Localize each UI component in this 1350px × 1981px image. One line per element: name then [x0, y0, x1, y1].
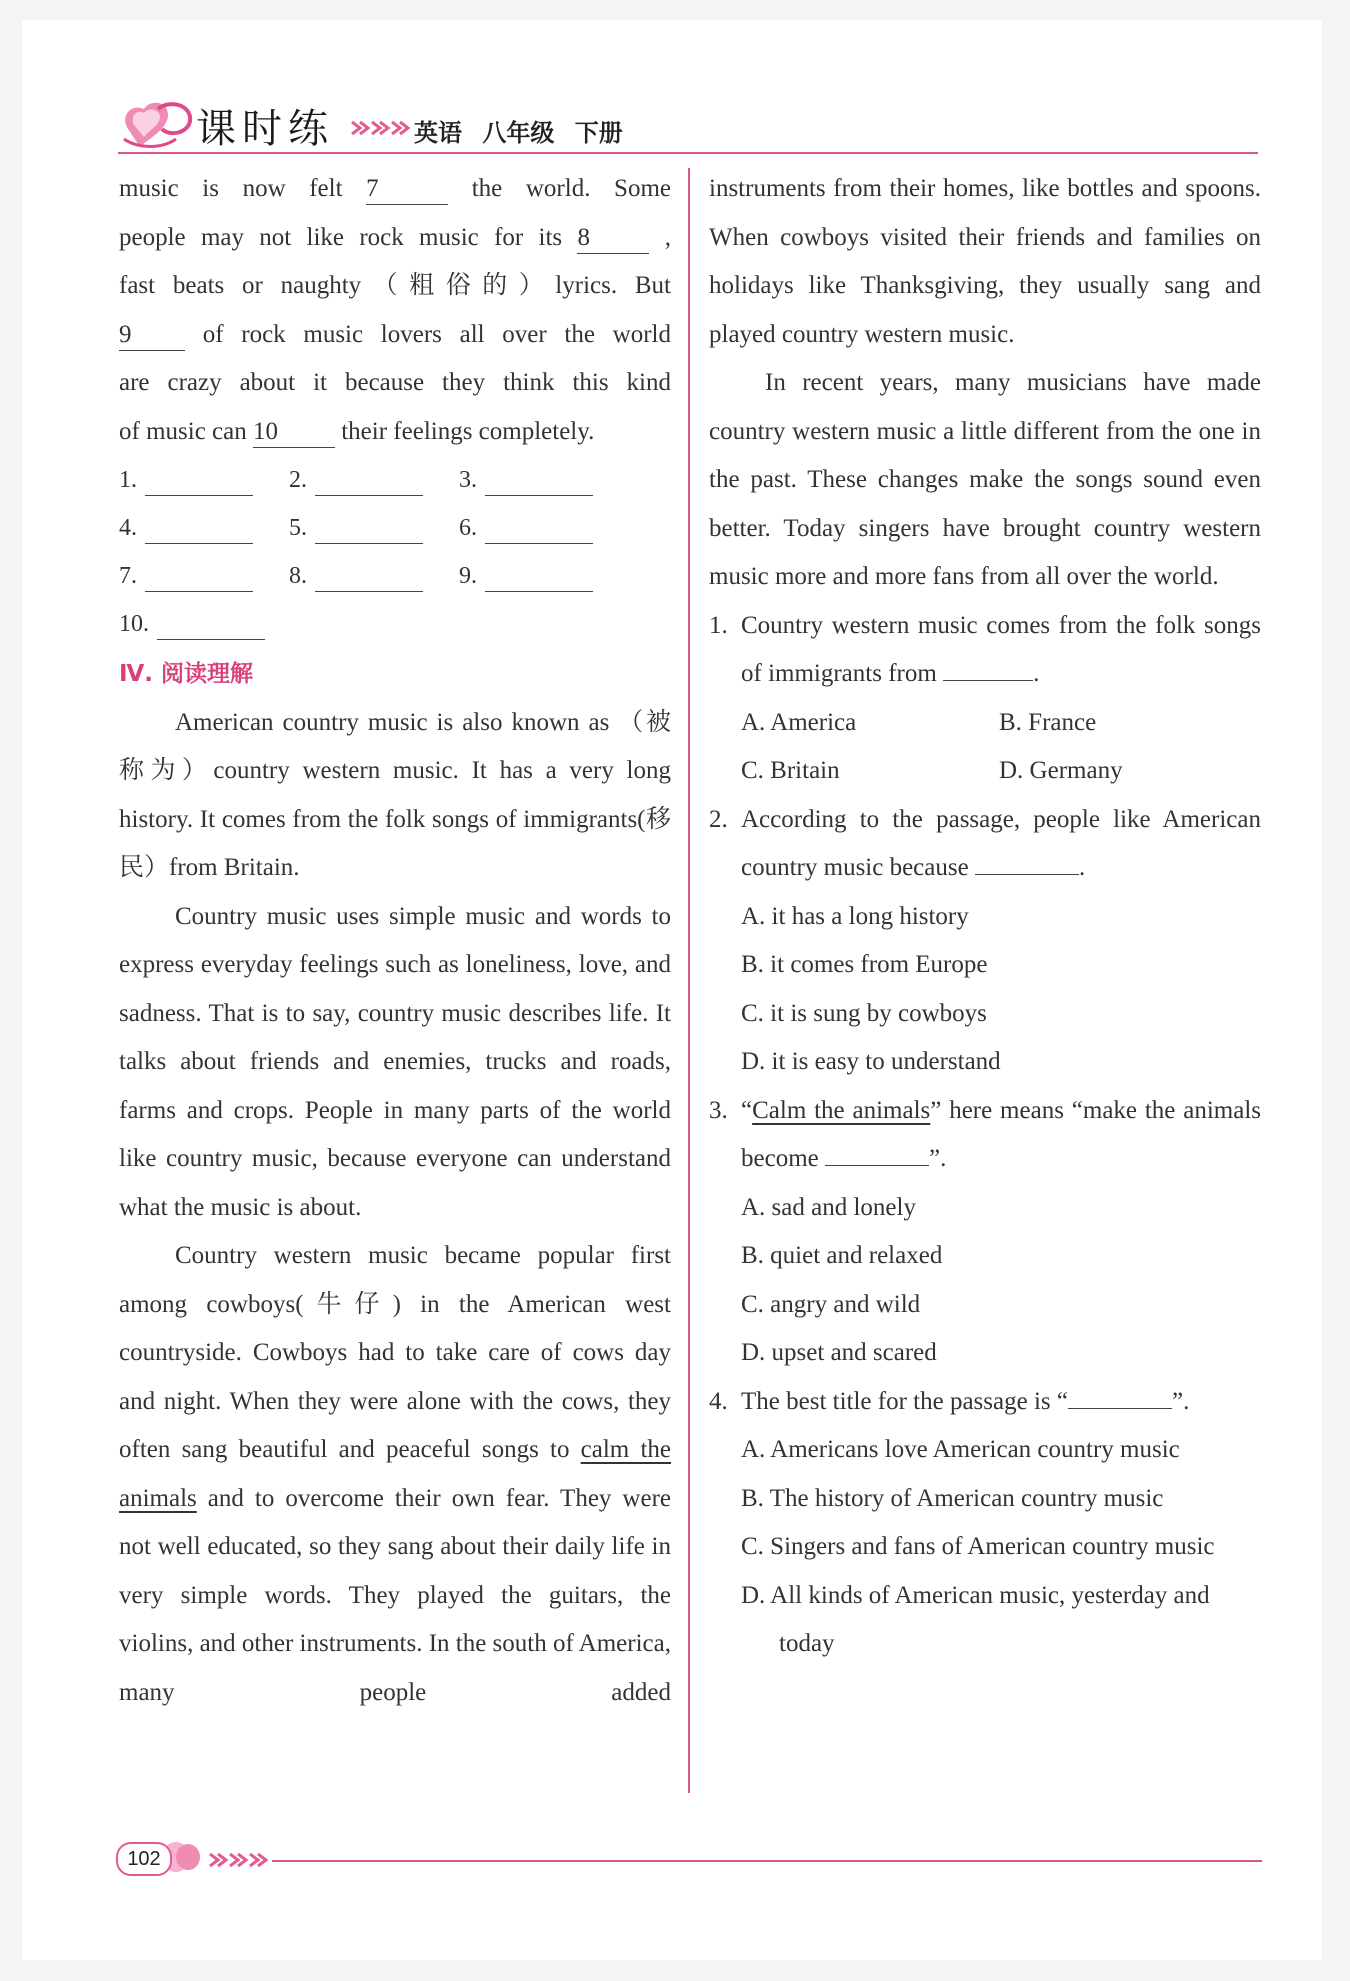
passage-paragraph: instruments from their homes, like bottles and spoons. When cowboys visited their friends and families on holidays like Thanksgiving, they usually sang and played country western music.	[709, 175, 1261, 348]
question-1-options-row	[709, 747, 1261, 796]
book-subtitle	[414, 113, 623, 148]
right-column	[709, 165, 1261, 1669]
option[interactable]: C. it is sung by cowboys	[741, 999, 987, 1027]
page-header	[118, 95, 1258, 155]
underlined-phrase: calm the animals	[119, 1436, 672, 1512]
option[interactable]: B. The history of American country music	[741, 1484, 1164, 1512]
option[interactable]: A. America	[741, 708, 857, 736]
option[interactable]: B. it comes from Europe	[741, 951, 988, 978]
footer-rule	[272, 1860, 1262, 1862]
passage-paragraph: Country western music became popular first among cowboys(牛仔) in the American west countryside. Cowboys had to take care of cows day and night. When they were alone with the cows, they often sang beautiful and peaceful songs to calm the animals and to overcome their own fear. They were not well educated, so they sang about their daily life in very simple words. They played the guitars, the violins, and other instruments. In the south of America, many people added	[119, 1242, 672, 1706]
answer-slot[interactable]: 1.	[119, 456, 253, 505]
volume-label: 下册	[574, 119, 623, 147]
question-2: 2. According to the passage, people like American country music because .	[709, 805, 1261, 881]
answer-slot[interactable]: 6.	[459, 504, 593, 553]
column-divider	[688, 168, 690, 1793]
option[interactable]: A. Americans love American country music	[741, 1436, 1180, 1463]
passage-paragraph: Country music uses simple music and words to express everyday feelings such as loneliness, love, and sadness. That is to say, country music describes life. It talks about friends and enemies, trucks and roads, farms and crops. People in many parts of the world like country music, because everyone can understand what the music is about.	[119, 902, 671, 1221]
answer-slot[interactable]: 8.	[289, 552, 423, 601]
option[interactable]: D. upset and scared	[741, 1339, 937, 1366]
question-1-options-row	[709, 699, 1261, 748]
cloze-line-1: music is now felt 7 the world. Some	[119, 165, 671, 214]
answer-grid	[119, 456, 671, 650]
question-3: 3. “Calm the animals” here means “make the animals become ”.	[709, 1096, 1261, 1172]
option[interactable]: D. All kinds of American music, yesterday and today	[741, 1581, 1210, 1657]
option[interactable]: B. quiet and relaxed	[741, 1242, 943, 1269]
option[interactable]: C. angry and wild	[741, 1290, 921, 1318]
blank-10: 10	[253, 417, 335, 448]
blank-9: 9	[119, 320, 185, 351]
cloze-line-4: 9 of rock music lovers all over the world	[119, 311, 671, 360]
question-4: 4. The best title for the passage is “ ”.	[709, 1387, 1190, 1415]
left-column	[119, 165, 671, 1717]
cloze-line-2: people may not like rock music for its 8 ,	[119, 214, 671, 263]
page-number: 102	[116, 1842, 172, 1876]
heart-logo-icon	[118, 95, 196, 153]
answer-slot[interactable]: 2.	[289, 456, 423, 505]
option[interactable]: A. sad and lonely	[741, 1193, 916, 1221]
grade-label: 八年级	[482, 119, 555, 147]
answer-slot[interactable]: 3.	[459, 456, 593, 505]
cloze-line-5: are crazy about it because they think this kind	[119, 369, 671, 396]
passage-paragraph: American country music is also known as （被称为）country western music. It has a very long history. It comes from the folk songs of immigrants(移民）from Britain.	[119, 708, 671, 881]
book-title: 课时练	[196, 106, 334, 152]
arrow-decor-icon	[350, 119, 410, 137]
option[interactable]: D. it is easy to understand	[741, 1048, 1001, 1075]
passage-paragraph: In recent years, many musicians have made country western music a little different from the one in the past. These changes make the songs sound even better. Today singers have brought country western music more and more fans from all over the world.	[709, 369, 1261, 590]
blank-7: 7	[366, 174, 448, 205]
answer-slot[interactable]: 9.	[459, 552, 593, 601]
option[interactable]: D. Germany	[999, 757, 1123, 784]
option[interactable]: C. Britain	[741, 757, 840, 784]
arrow-decor-icon	[208, 1850, 268, 1870]
cloze-line-6: of music can 10 their feelings completely.	[119, 408, 671, 457]
answer-slot[interactable]: 7.	[119, 552, 253, 601]
subject-label: 英语	[414, 119, 462, 147]
blank-8: 8	[577, 223, 649, 254]
answer-slot[interactable]: 5.	[289, 504, 423, 553]
page-footer	[112, 1838, 1262, 1878]
option[interactable]: C. Singers and fans of American country music	[741, 1533, 1215, 1560]
option[interactable]: B. France	[999, 708, 1097, 736]
cloze-line-3: fast beats or naughty（粗俗的）lyrics. But	[119, 272, 671, 299]
option[interactable]: A. it has a long history	[741, 902, 969, 930]
header-rule	[118, 152, 1258, 154]
answer-slot[interactable]: 10.	[119, 600, 265, 649]
section-title: Ⅳ. 阅读理解	[119, 661, 254, 687]
answer-slot[interactable]: 4.	[119, 504, 253, 553]
page-number-badge	[112, 1838, 202, 1876]
question-1: 1. Country western music comes from the folk songs of immigrants from .	[709, 611, 1261, 687]
